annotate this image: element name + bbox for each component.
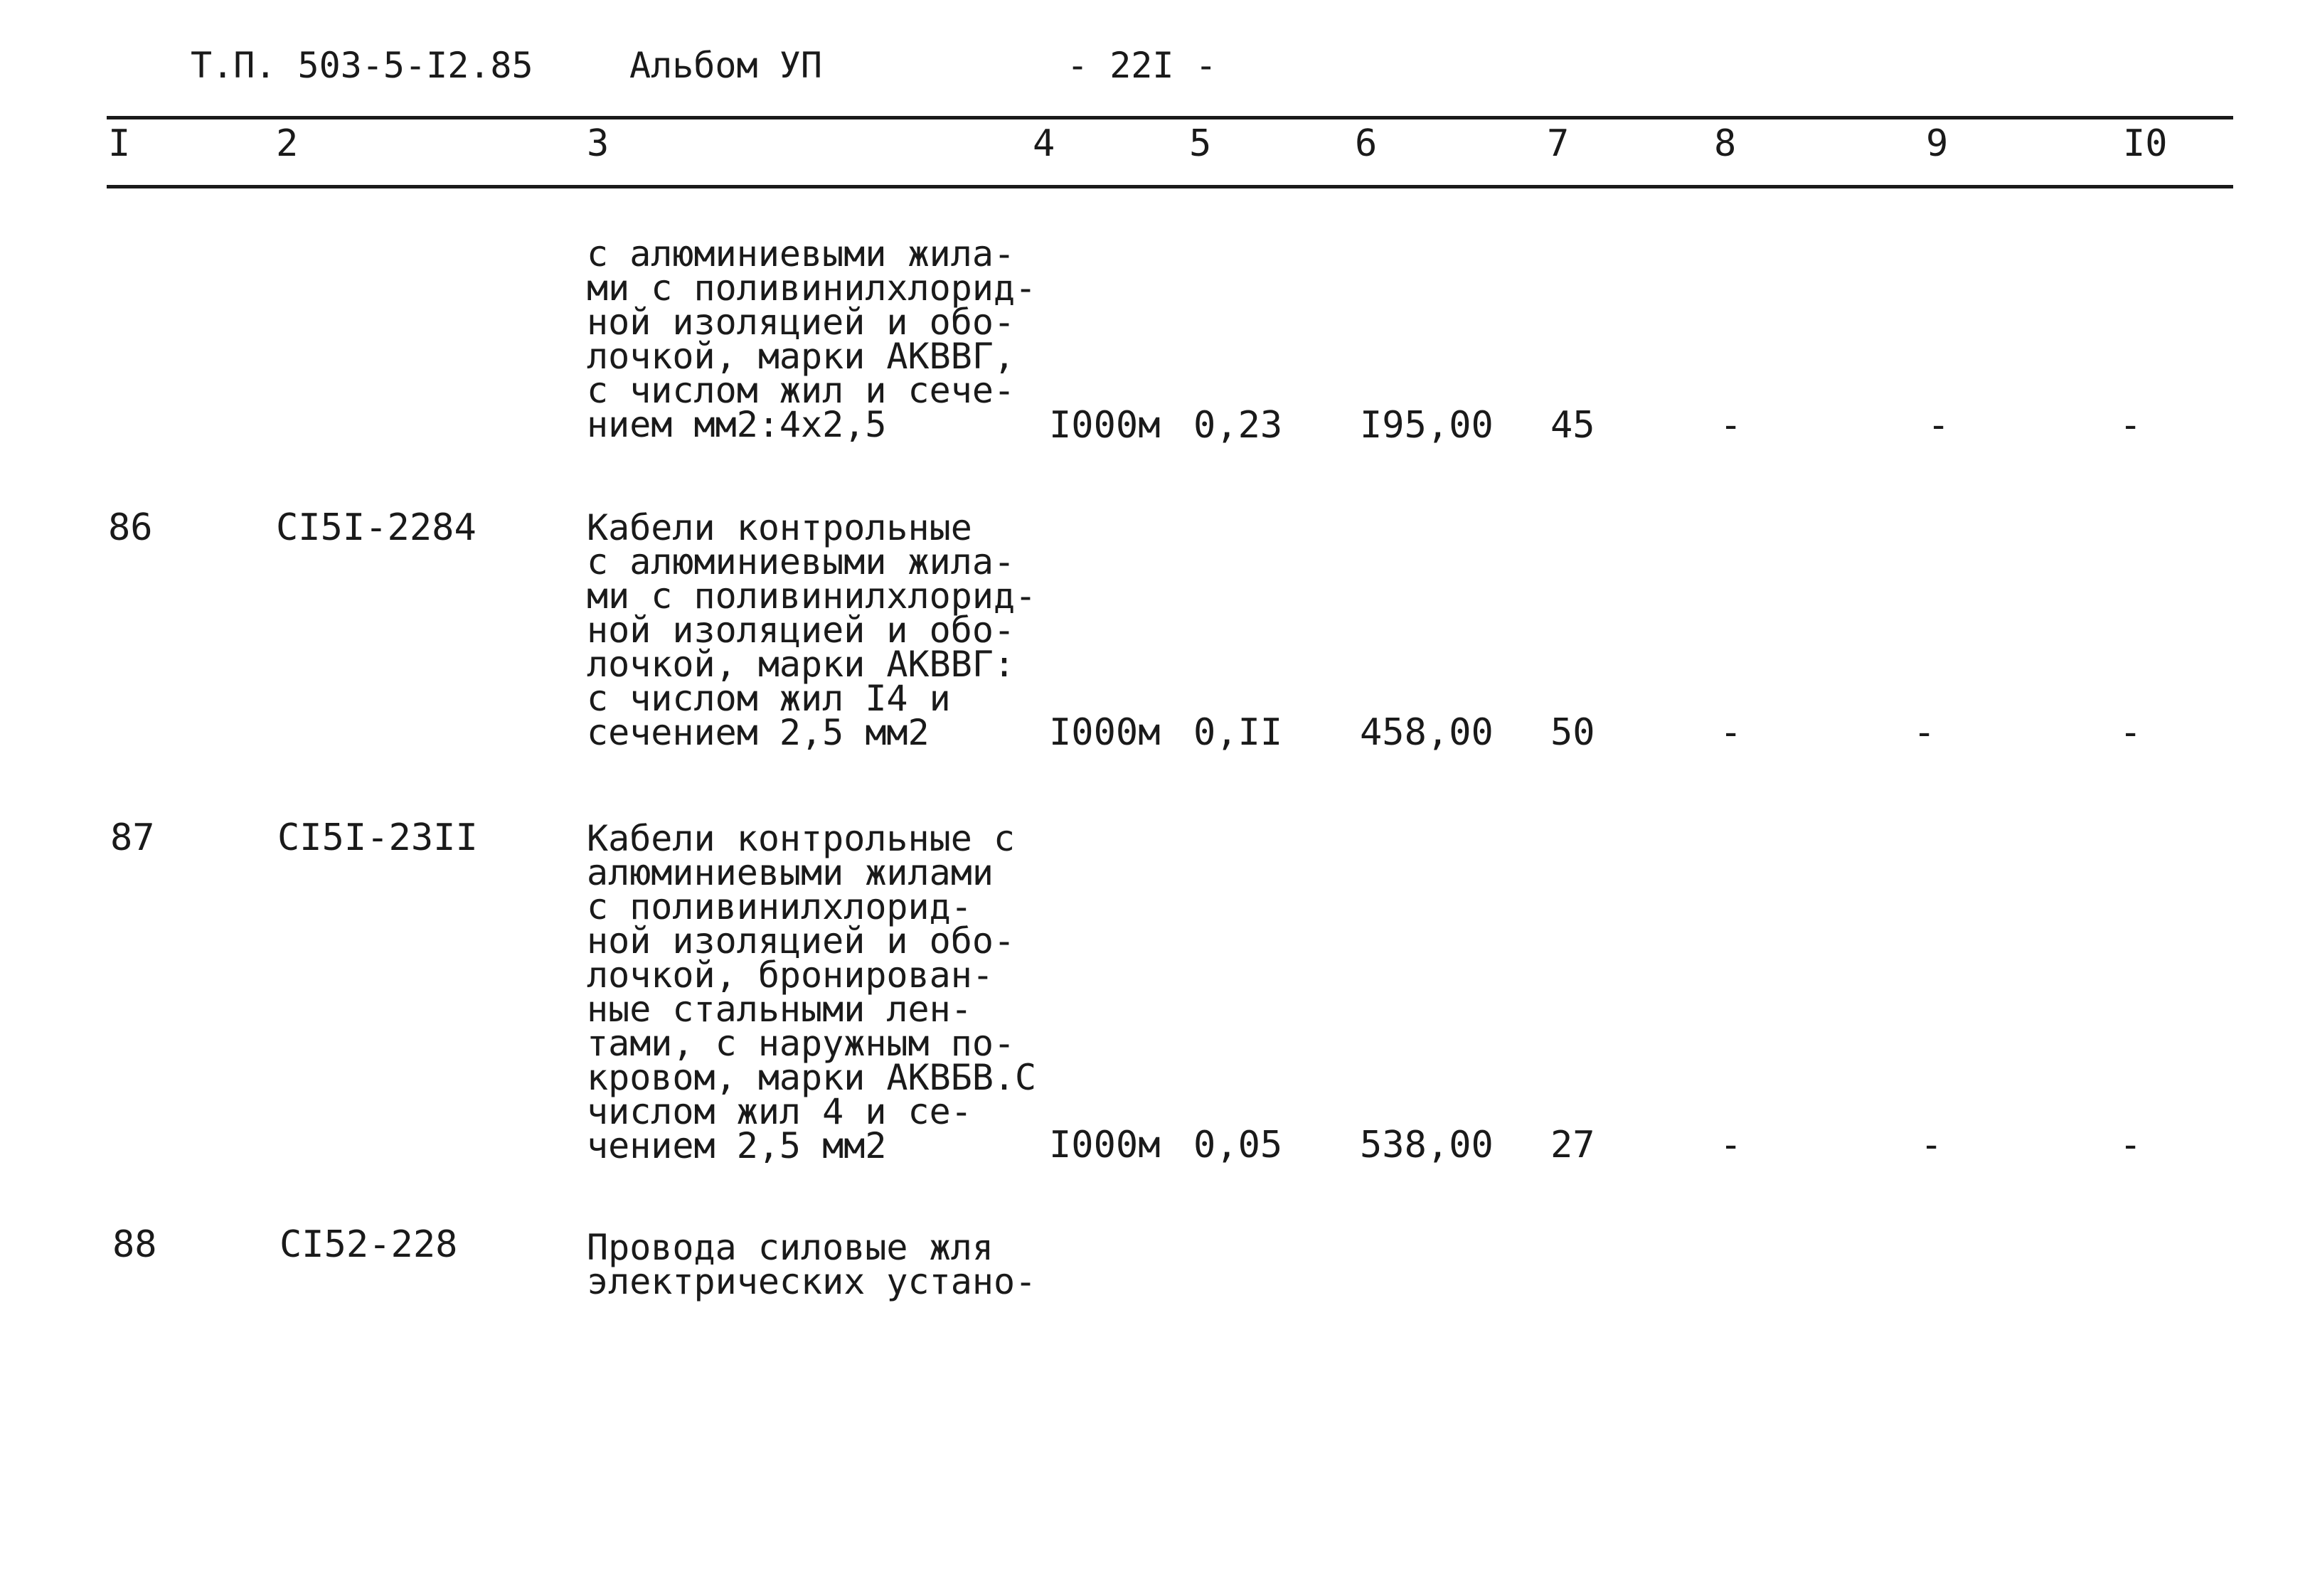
row-description: Провода силовые жля электрических устано- [587, 1227, 1037, 1302]
row-quantity: 0,05 [1193, 1124, 1283, 1166]
table-top-rule [107, 116, 2233, 119]
row-unit: I000м [1049, 711, 1161, 754]
page-number: - 22I - [1067, 45, 1217, 86]
row-col9: - [1927, 404, 1950, 447]
column-header-1: I [108, 122, 131, 165]
column-header-5: 5 [1189, 122, 1212, 165]
row-code: CI5I-23II [277, 816, 478, 859]
row-col7: 50 [1550, 711, 1595, 754]
column-header-8: 8 [1714, 122, 1737, 165]
row-col8: - [1720, 711, 1742, 754]
row-col8: - [1720, 1124, 1742, 1166]
column-header-9: 9 [1926, 122, 1949, 165]
row-code: CI5I-2284 [276, 506, 477, 549]
row-code: CI52-228 [280, 1223, 458, 1266]
row-quantity: 0,II [1193, 711, 1283, 754]
row-price: 458,00 [1360, 711, 1494, 754]
column-header-3: 3 [587, 122, 610, 165]
column-header-7: 7 [1547, 122, 1570, 165]
row-number: 86 [108, 506, 153, 549]
row-description: с алюминиевыми жила- ми с поливинилхлорид- ной изоляцией и обо- лочкой, марки АКВВГ, с числом жил и сече- нием мм2:4х2,5 [587, 233, 1037, 445]
row-description: Кабели контрольные с алюминиевыми жилами с поливинилхлорид- ной изоляцией и обо- лочкой, бронирован- ные стальными лен- тами, с наружным по- кровом, марки АКВБВ.С числом жил 4 и се- чением 2,5 мм2 [587, 818, 1037, 1166]
table-header-rule [107, 185, 2233, 188]
row-price: 538,00 [1360, 1124, 1494, 1166]
row-quantity: 0,23 [1193, 404, 1283, 447]
row-unit: I000м [1049, 1124, 1161, 1166]
column-header-4: 4 [1033, 122, 1055, 165]
row-col7: 27 [1550, 1124, 1595, 1166]
row-col9: - [1920, 1124, 1943, 1166]
column-header-6: 6 [1355, 122, 1378, 165]
row-number: 87 [110, 816, 155, 859]
row-col9: - [1913, 711, 1936, 754]
row-col8: - [1720, 404, 1742, 447]
row-number: 88 [112, 1223, 157, 1266]
row-col10: - [2119, 711, 2142, 754]
row-price: I95,00 [1360, 404, 1494, 447]
column-header-10: I0 [2123, 122, 2168, 165]
album-label: Альбом УП [629, 45, 822, 86]
row-col10: - [2119, 1124, 2142, 1166]
row-description: Кабели контрольные с алюминиевыми жила- ми с поливинилхлорид- ной изоляцией и обо- лочкой, марки АКВВГ: с числом жил I4 и сечением 2,5 мм2 [587, 507, 1037, 753]
row-unit: I000м [1049, 404, 1161, 447]
row-col7: 45 [1550, 404, 1595, 447]
doc-code: Т.П. 503-5-I2.85 [191, 45, 533, 86]
column-header-2: 2 [276, 122, 299, 165]
row-col10: - [2119, 404, 2142, 447]
